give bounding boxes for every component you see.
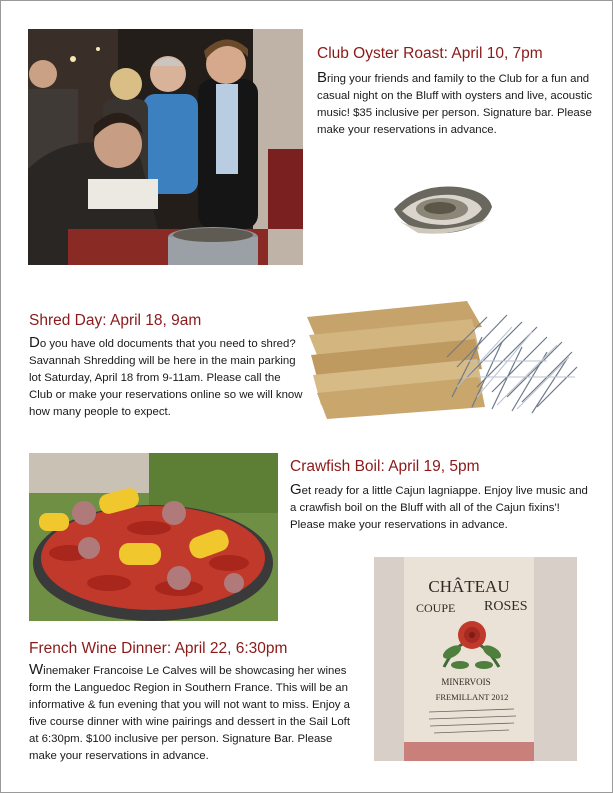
wine-label-chateau: CHÂTEAU <box>428 577 510 596</box>
oyster-roast-description <box>317 69 603 139</box>
wine-dinner-initial: W <box>29 661 44 678</box>
wine-dinner-title: French Wine Dinner: April 22, 6:30pm <box>29 640 288 657</box>
crawfish-boil-photo <box>29 453 278 621</box>
shredded-paper-photo <box>307 297 583 421</box>
crawfish-boil-title: Crawfish Boil: April 19, 5pm <box>290 458 480 475</box>
shred-day-description <box>29 334 304 421</box>
crawfish-boil-description <box>290 481 590 534</box>
oyster-roast-photo <box>28 29 303 265</box>
wine-label-appellation: MINERVOIS <box>441 677 491 687</box>
oyster-roast-title: Club Oyster Roast: April 10, 7pm <box>317 45 543 62</box>
wine-label-coupe: COUPE <box>416 601 456 615</box>
shred-day-initial: D <box>29 334 40 351</box>
shred-day-title: Shred Day: April 18, 9am <box>29 312 202 329</box>
crawfish-boil-body: et ready for a little Cajun lagniappe. Enjoy live music and a crawfish boil on the Bluff with all of the Cajun fixins'! Please make your reservations in advance. <box>290 485 588 531</box>
wine-label-vintage: FREMILLANT 2012 <box>435 692 509 702</box>
oyster-roast-initial: B <box>317 69 328 86</box>
wine-bottle-photo <box>374 557 577 761</box>
wine-dinner-body: inemaker Francoise Le Calves will be showcasing her wines form the Languedoc Region in Southern France. This will be an informative & fun evening that you will not want to miss. Enjoy a five course dinner with wine pairings and dessert in the Sail Loft at 6:30pm. $100 inclusive per person. Signature Bar. Please make your reservations in advance. <box>29 665 351 762</box>
oyster-shell-image <box>388 179 498 237</box>
wine-dinner-description <box>29 661 355 765</box>
crawfish-boil-initial: G <box>290 481 302 498</box>
oyster-roast-body: ring your friends and family to the Club for a fun and casual night on the Bluff with oysters and live, acoustic music! $35 inclusive per person. Signature bar. Please make your reservations in advance. <box>317 73 593 136</box>
wine-label-roses: ROSES <box>484 599 528 614</box>
shred-day-body: o you have old documents that you need to shred? Savannah Shredding will be here in the main parking lot Saturday, April 18 from 9-11am. Please call the Club or make your reservations online so we will know how many people to expect. <box>29 338 303 418</box>
